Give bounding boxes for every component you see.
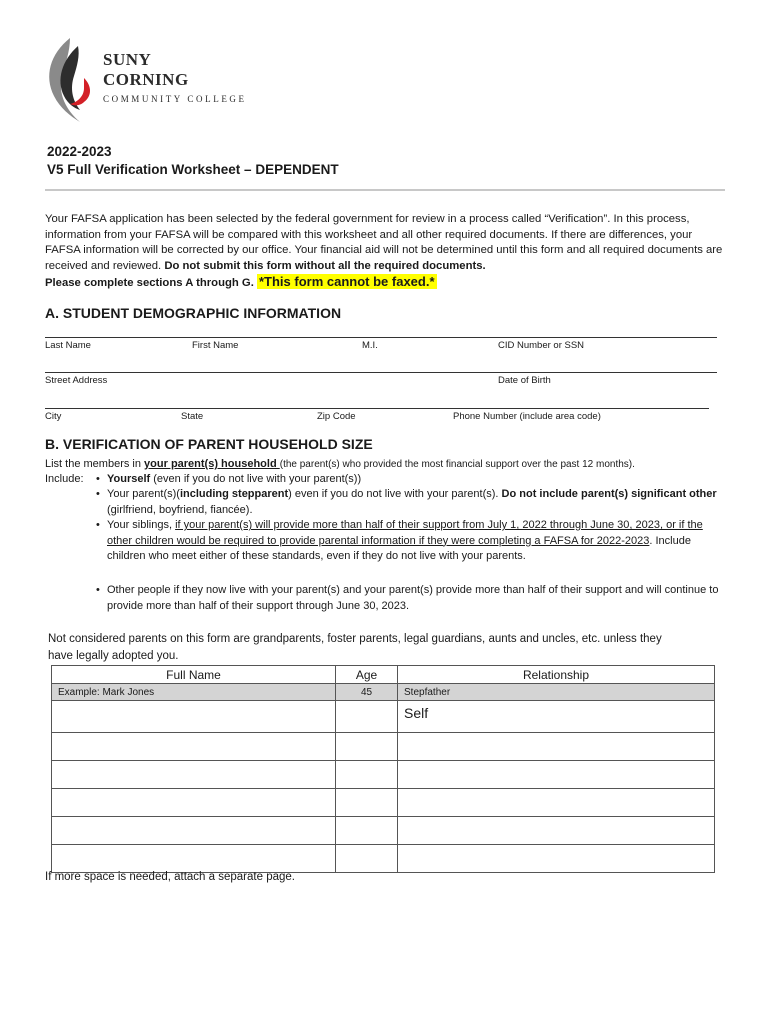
age-cell[interactable] xyxy=(336,789,398,817)
field-line-row1 xyxy=(45,337,717,338)
relationship-cell[interactable] xyxy=(398,761,715,789)
section-a-title: A. STUDENT DEMOGRAPHIC INFORMATION xyxy=(45,305,342,321)
col-relationship: Relationship xyxy=(398,666,715,684)
intro-paragraph xyxy=(45,212,725,292)
relationship-cell[interactable] xyxy=(398,845,715,873)
name-cell[interactable] xyxy=(52,817,336,845)
name-cell[interactable] xyxy=(52,789,336,817)
header-divider xyxy=(45,189,725,191)
age-cell[interactable] xyxy=(336,761,398,789)
example-row xyxy=(52,684,715,701)
list-item: Your siblings, if your parent(s) will provide more than half of their support from July 1, 2022 through June 30, 2023, or if the other children would be required to provide parental information if they were completing a FAFSA for 2022-2023. Include children who meet either of these standards, even if they do not live with your parents. xyxy=(107,519,703,562)
name-cell[interactable] xyxy=(52,761,336,789)
page-title: V5 Full Verification Worksheet – DEPENDENT xyxy=(47,162,339,177)
label-date-of-birth: Date of Birth xyxy=(498,375,551,386)
label-street-address: Street Address xyxy=(45,375,108,386)
table-row xyxy=(52,789,715,817)
household-instructions: List the members in your parent(s) household (the parent(s) who provided the most financial support over the past 12 months). xyxy=(45,458,635,470)
relationship-cell[interactable]: Self xyxy=(398,701,715,733)
intro-text: Your FAFSA application has been selected by the federal government for review in a process called “Verification”. In this process, information from your FAFSA will be compared with this worksheet and all other required documents. If there are differences, your FAFSA information will be corrected by our office. Your financial aid will not be determined until this form and all required documents are received and reviewed. xyxy=(45,213,723,272)
relationship-cell[interactable] xyxy=(398,789,715,817)
table-row xyxy=(52,845,715,873)
col-age: Age xyxy=(336,666,398,684)
age-cell[interactable] xyxy=(336,845,398,873)
table-row xyxy=(52,701,715,733)
relationship-cell[interactable] xyxy=(398,733,715,761)
section-b-title: B. VERIFICATION OF PARENT HOUSEHOLD SIZE xyxy=(45,436,373,452)
age-cell[interactable] xyxy=(336,817,398,845)
list-item: Yourself (even if you do not live with your parent(s)) xyxy=(107,473,362,485)
list-item: Other people if they now live with your parent(s) and your parent(s) provide more than half of their support and will continue to provide more than half of their support through June 30, 2023. xyxy=(107,584,719,612)
label-state: State xyxy=(181,411,204,422)
bullet-marker: • xyxy=(96,519,100,531)
bullet-marker: • xyxy=(96,488,100,500)
example-name: Example: Mark Jones xyxy=(52,684,336,701)
not-considered-note: Not considered parents on this form are grandparents, foster parents, legal guardians, aunts and uncles, etc. unless they have legally adopted you. xyxy=(48,633,662,662)
college-logo-icon xyxy=(40,36,100,126)
name-cell[interactable] xyxy=(52,845,336,873)
table-header-row xyxy=(52,666,715,684)
label-cid-ssn: CID Number or SSN xyxy=(498,340,585,351)
label-mi: M.I. xyxy=(362,340,378,351)
logo-line-college: COMMUNITY COLLEGE xyxy=(103,94,247,104)
household-table xyxy=(51,665,715,873)
relationship-cell[interactable] xyxy=(398,817,715,845)
table-row xyxy=(52,733,715,761)
col-full-name: Full Name xyxy=(52,666,336,684)
logo-line-suny: SUNY xyxy=(103,50,152,69)
bullet-marker: • xyxy=(96,473,100,485)
logo-line-corning: CORNING xyxy=(103,70,189,89)
table-row xyxy=(52,817,715,845)
name-cell[interactable] xyxy=(52,701,336,733)
example-age: 45 xyxy=(336,684,398,701)
list-item: Your parent(s)(including stepparent) even if you do not live with your parent(s). Do not include parent(s) significant other (girlfriend, boyfriend, fiancée). xyxy=(107,488,717,516)
intro-instruction: Please complete sections A through G. xyxy=(45,277,254,289)
label-first-name: First Name xyxy=(192,340,239,351)
example-relationship: Stepfather xyxy=(398,684,715,701)
field-line-row3 xyxy=(45,408,709,409)
field-line-row2 xyxy=(45,372,717,373)
no-fax-notice: *This form cannot be faxed.* xyxy=(258,274,435,289)
age-cell[interactable] xyxy=(336,733,398,761)
label-last-name: Last Name xyxy=(45,340,91,351)
label-phone-number: Phone Number (include area code) xyxy=(453,411,601,422)
name-cell[interactable] xyxy=(52,733,336,761)
bullet-marker: • xyxy=(96,584,100,596)
age-cell[interactable] xyxy=(336,701,398,733)
more-space-note: If more space is needed, attach a separate page. xyxy=(45,871,295,883)
award-year: 2022-2023 xyxy=(47,144,112,159)
table-row xyxy=(52,761,715,789)
intro-warning: Do not submit this form without all the required documents. xyxy=(164,259,486,272)
label-city: City xyxy=(45,411,62,422)
label-zip-code: Zip Code xyxy=(317,411,356,422)
include-label: Include: xyxy=(45,473,84,485)
